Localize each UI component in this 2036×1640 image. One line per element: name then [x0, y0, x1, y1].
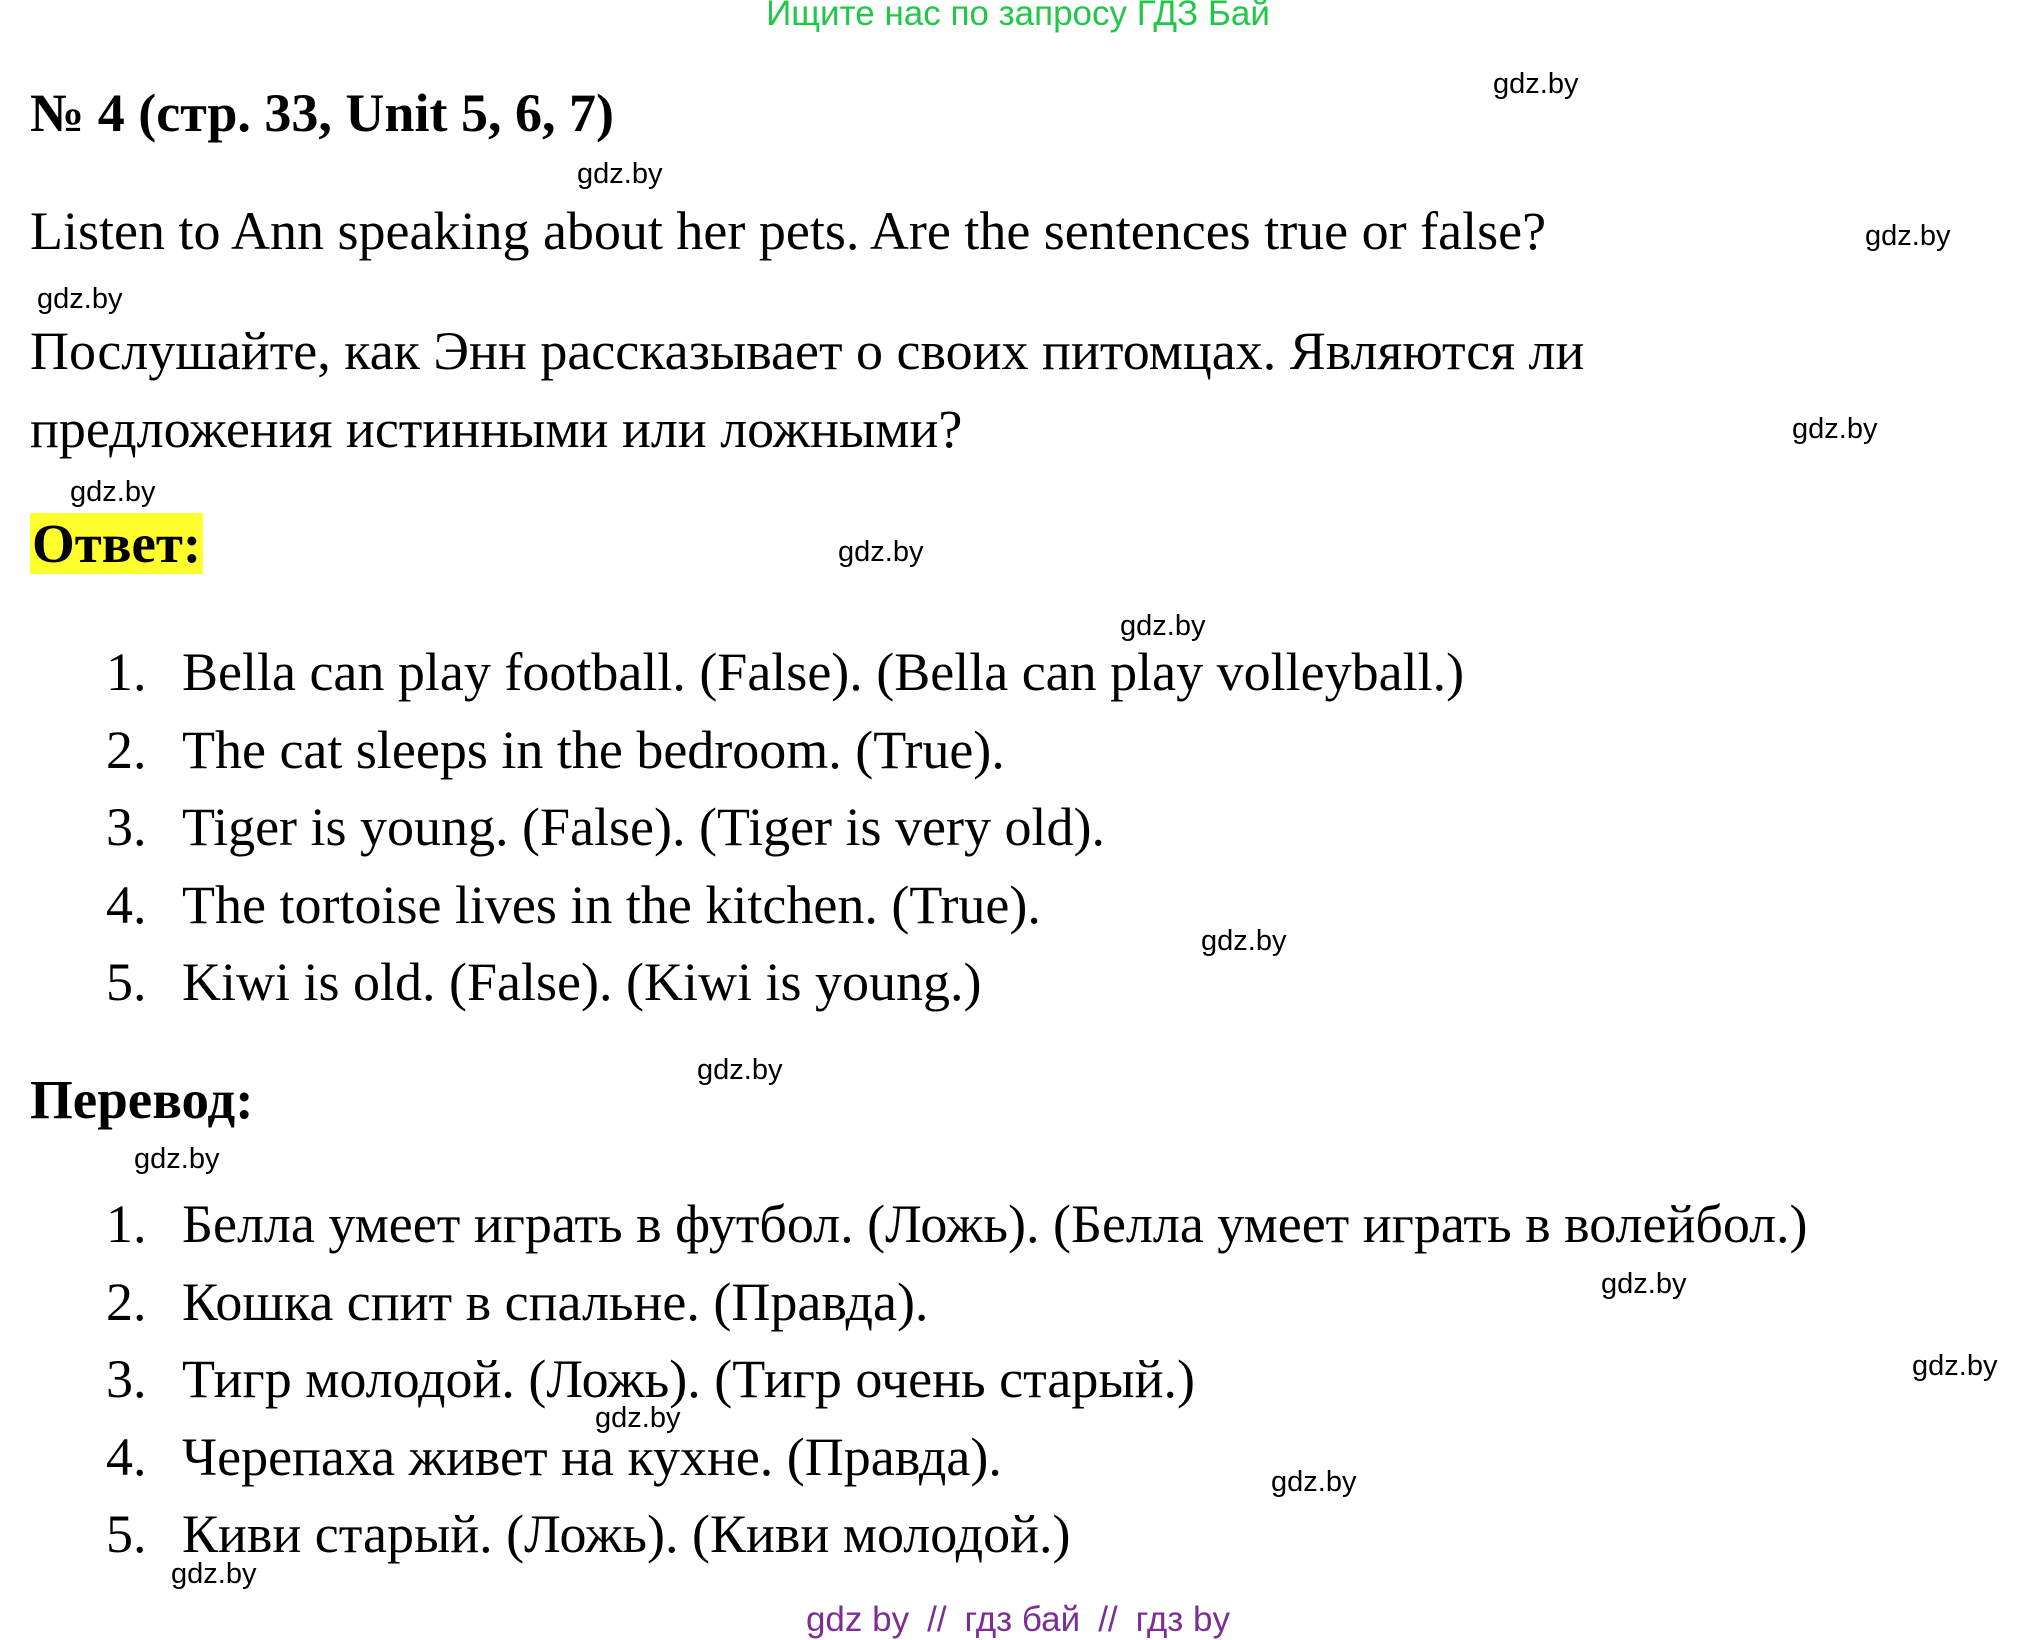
- watermark: gdz.by: [1120, 610, 1206, 642]
- answer-item-text: The cat sleeps in the bedroom. (True).: [182, 719, 1005, 780]
- watermark: gdz.by: [1493, 68, 1579, 100]
- watermark: gdz.by: [1912, 1350, 1998, 1382]
- watermark: gdz.by: [1792, 413, 1878, 445]
- answer-item-text: The tortoise lives in the kitchen. (True).: [182, 874, 1041, 935]
- watermark: gdz.by: [577, 158, 663, 190]
- footer-link-gdz-by-ru[interactable]: гдз by: [1135, 1600, 1231, 1639]
- answer-item: [106, 634, 1464, 712]
- answer-item-text: Kiwi is old. (False). (Kiwi is young.): [182, 952, 982, 1012]
- translation-item: [106, 1496, 1808, 1574]
- translation-item-text: Черепаха живет на кухне. (Правда).: [182, 1426, 1002, 1487]
- answer-item-number: 1.: [106, 642, 147, 702]
- translation-item-text: Киви старый. (Ложь). (Киви молодой.): [182, 1504, 1071, 1564]
- instruction-russian-line-1: Послушайте, как Энн рассказывает о своих питомцах. Являются ли: [30, 321, 1585, 381]
- translation-item-number: 2.: [106, 1271, 147, 1332]
- translation-item-number: 3.: [106, 1349, 147, 1409]
- site-footer: [0, 1600, 2036, 1640]
- answer-item-number: 2.: [106, 719, 147, 780]
- site-banner: Ищите нас по запросу ГДЗ Бай: [766, 0, 1270, 33]
- answer-item-number: 3.: [106, 797, 147, 857]
- watermark: gdz.by: [1201, 925, 1287, 957]
- exercise-heading: № 4 (стр. 33, Unit 5, 6, 7): [30, 83, 614, 143]
- watermark: gdz.by: [697, 1054, 783, 1086]
- footer-separator: //: [927, 1600, 947, 1639]
- translation-item-text: Белла умеет играть в футбол. (Ложь). (Белла умеет играть в волейбол.): [182, 1194, 1808, 1254]
- translation-item: [106, 1264, 1808, 1342]
- translation-item-text: Тигр молодой. (Ложь). (Тигр очень старый.): [182, 1349, 1196, 1409]
- watermark: gdz.by: [134, 1143, 220, 1175]
- instruction-russian-line-2: предложения истинными или ложными?: [30, 399, 963, 459]
- answer-label-highlight: Ответ:: [32, 513, 202, 574]
- watermark: gdz.by: [838, 536, 924, 568]
- answer-item: [106, 712, 1464, 790]
- instruction-english: Listen to Ann speaking about her pets. Are the sentences true or false?: [30, 201, 1547, 261]
- translation-item-number: 5.: [106, 1504, 147, 1564]
- answer-heading: [30, 512, 203, 575]
- answer-list: [106, 634, 1464, 1022]
- translation-item-text: Кошка спит в спальне. (Правда).: [182, 1271, 929, 1332]
- watermark: gdz.by: [171, 1558, 257, 1590]
- footer-separator: //: [1098, 1600, 1118, 1639]
- answer-item-number: 5.: [106, 952, 147, 1012]
- watermark: gdz.by: [1271, 1466, 1357, 1498]
- watermark: gdz.by: [37, 283, 123, 315]
- footer-link-gdz-bai[interactable]: гдз бай: [964, 1600, 1081, 1639]
- translation-list: [106, 1186, 1808, 1574]
- watermark: gdz.by: [595, 1402, 681, 1434]
- watermark: gdz.by: [1601, 1268, 1687, 1300]
- answer-item-text: Bella can play football. (False). (Bella can play volleyball.): [182, 642, 1465, 702]
- footer-link-gdz-by[interactable]: gdz by: [805, 1600, 910, 1639]
- translation-item: [106, 1419, 1808, 1497]
- watermark: gdz.by: [70, 476, 156, 508]
- translation-item: [106, 1341, 1808, 1419]
- watermark: gdz.by: [1865, 220, 1951, 252]
- answer-item-text: Tiger is young. (False). (Tiger is very old).: [182, 797, 1105, 857]
- translation-item: [106, 1186, 1808, 1264]
- answer-item: [106, 789, 1464, 867]
- answer-item-number: 4.: [106, 874, 147, 935]
- translation-heading: Перевод:: [30, 1069, 254, 1130]
- translation-item-number: 1.: [106, 1194, 147, 1254]
- translation-item-number: 4.: [106, 1426, 147, 1487]
